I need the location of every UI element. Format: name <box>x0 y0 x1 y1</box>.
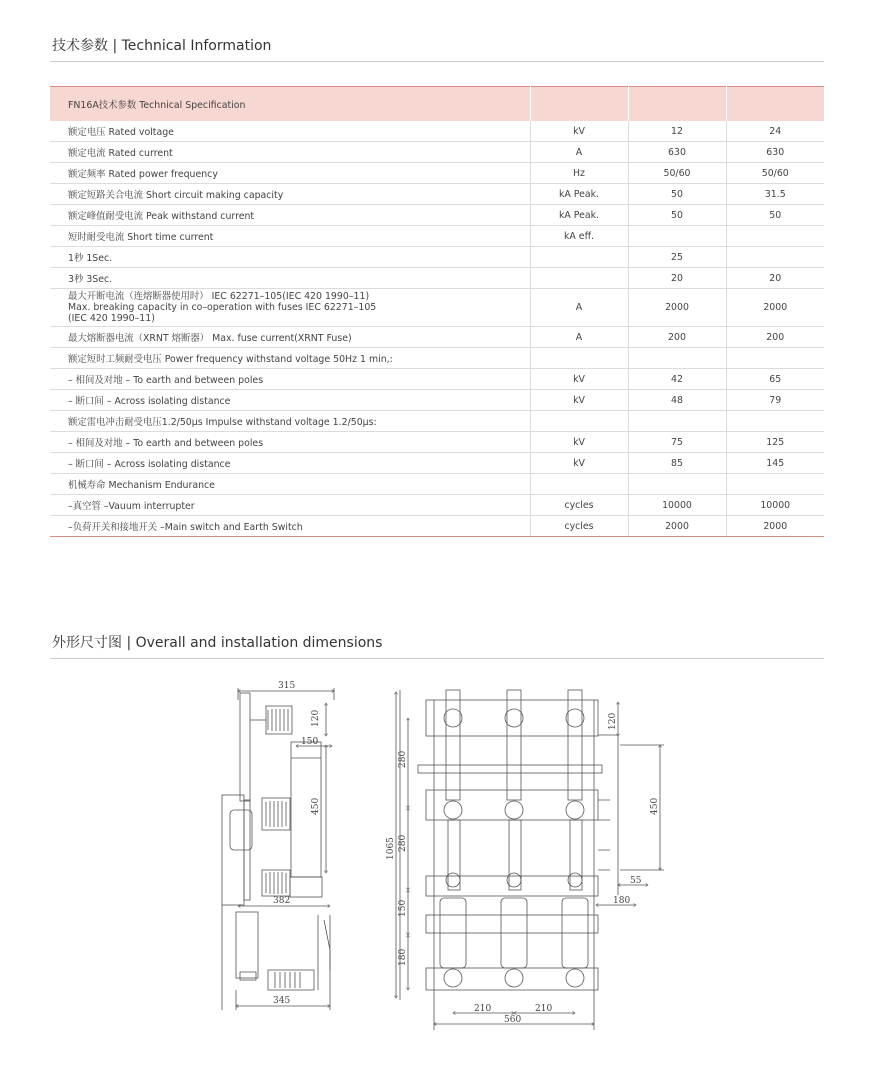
spec-value-24kv: 10000 <box>726 495 824 516</box>
front-dim-1065: 1065 <box>386 837 396 860</box>
spec-value-12kv: 48 <box>628 390 726 411</box>
spec-param-label: 额定电流 Rated current <box>50 142 530 163</box>
front-dim-180-left: 180 <box>398 948 408 966</box>
side-dim-120: 120 <box>311 709 321 727</box>
spec-unit: A <box>530 289 628 327</box>
spec-value-24kv: 24 <box>726 121 824 142</box>
front-dim-210-right: 210 <box>535 1004 553 1014</box>
spec-value-12kv: 10000 <box>628 495 726 516</box>
spec-unit: Hz <box>530 163 628 184</box>
front-dim-560: 560 <box>504 1015 522 1025</box>
spec-param-label: 机械寿命 Mechanism Endurance <box>50 474 530 495</box>
spec-unit: kV <box>530 453 628 474</box>
pole-1 <box>440 690 466 987</box>
side-dim-315: 315 <box>278 681 296 691</box>
front-dim-150: 150 <box>398 899 408 917</box>
spec-value-24kv: 65 <box>726 369 824 390</box>
spec-param-label: –真空管 –Vauum interrupter <box>50 495 530 516</box>
spec-table-header: FN16A技术参数 Technical Specification <box>50 87 530 122</box>
side-dim-382: 382 <box>273 896 291 906</box>
spec-value-12kv: 85 <box>628 453 726 474</box>
spec-param-label: 额定频率 Rated power frequency <box>50 163 530 184</box>
spec-unit: cycles <box>530 516 628 537</box>
spec-value-24kv: 20 <box>726 268 824 289</box>
spec-value-12kv: 200 <box>628 327 726 348</box>
spec-unit: kV <box>530 390 628 411</box>
spec-value-24kv: 2000 <box>726 289 824 327</box>
spec-value-24kv: 145 <box>726 453 824 474</box>
front-dim-280-upper: 280 <box>398 750 408 768</box>
pole-2 <box>501 690 527 987</box>
front-dim-450: 450 <box>650 797 660 815</box>
spec-value-24kv: 200 <box>726 327 824 348</box>
spec-value-12kv: 50 <box>628 205 726 226</box>
spec-unit: kA Peak. <box>530 205 628 226</box>
spec-param-label: –负荷开关和接地开关 –Main switch and Earth Switch <box>50 516 530 537</box>
spec-unit: kV <box>530 121 628 142</box>
spec-param-label: 额定峰值耐受电流 Peak withstand current <box>50 205 530 226</box>
pole-3 <box>562 690 588 987</box>
front-dim-120: 120 <box>608 712 618 730</box>
spec-value-12kv: 50/60 <box>628 163 726 184</box>
spec-value-12kv: 75 <box>628 432 726 453</box>
spec-param-label: – 断口间 – Across isolating distance <box>50 390 530 411</box>
spec-param-label: – 相间及对地 – To earth and between poles <box>50 432 530 453</box>
spec-value-24kv: 50/60 <box>726 163 824 184</box>
dims-section-title: 外形尺寸图 | Overall and installation dimensions <box>52 635 383 651</box>
spec-param-label: 1秒 1Sec. <box>50 247 530 268</box>
spec-value-24kv: 2000 <box>726 516 824 537</box>
spec-unit: cycles <box>530 495 628 516</box>
spec-param-label: 最大熔断器电流（XRNT 熔断器） Max. fuse current(XRNT Fuse) <box>50 327 530 348</box>
spec-param-label: 3秒 3Sec. <box>50 268 530 289</box>
spec-unit: kA eff. <box>530 226 628 247</box>
spec-value-24kv: 125 <box>726 432 824 453</box>
spec-param-label: 额定短时工频耐受电压 Power frequency withstand voltage 50Hz 1 min,: <box>50 348 530 369</box>
front-dim-280-lower: 280 <box>398 834 408 852</box>
front-dim-210-left: 210 <box>474 1004 492 1014</box>
spec-param-label: – 断口间 – Across isolating distance <box>50 453 530 474</box>
spec-value-12kv: 2000 <box>628 516 726 537</box>
spec-unit: kV <box>530 432 628 453</box>
spec-value-24kv: 79 <box>726 390 824 411</box>
spec-value-24kv: 31.5 <box>726 184 824 205</box>
spec-param-label-line: Max. breaking capacity in co–operation with fuses IEC 62271–105 <box>68 302 377 313</box>
spec-value-12kv: 25 <box>628 247 726 268</box>
spec-unit: A <box>530 142 628 163</box>
side-dim-150: 150 <box>301 737 319 747</box>
spec-param-label: 短时耐受电流 Short time current <box>50 226 530 247</box>
side-view-drawing <box>222 681 334 1010</box>
spec-value-24kv: 50 <box>726 205 824 226</box>
spec-unit: kV <box>530 369 628 390</box>
spec-param-label: 额定短路关合电流 Short circuit making capacity <box>50 184 530 205</box>
front-dim-180-right: 180 <box>613 896 631 906</box>
tech-section-title: 技术参数 | Technical Information <box>52 38 272 54</box>
spec-param-label-line: (IEC 420 1990–11) <box>68 313 155 324</box>
spec-param-label: 额定电压 Rated voltage <box>50 121 530 142</box>
front-dim-55: 55 <box>630 876 642 886</box>
spec-value-24kv: 630 <box>726 142 824 163</box>
spec-param-label: – 相间及对地 – To earth and between poles <box>50 369 530 390</box>
spec-unit: A <box>530 327 628 348</box>
spec-param-label-line: 最大开断电流（连熔断器使用时） IEC 62271–105(IEC 420 1990–11) <box>68 291 370 302</box>
spec-value-12kv: 2000 <box>628 289 726 327</box>
spec-value-12kv: 12 <box>628 121 726 142</box>
spec-param-label: 额定雷电冲击耐受电压1.2/50μs Impulse withstand voltage 1.2/50μs: <box>50 411 530 432</box>
spec-value-12kv: 630 <box>628 142 726 163</box>
spec-value-12kv: 50 <box>628 184 726 205</box>
spec-value-12kv: 20 <box>628 268 726 289</box>
front-view-drawing <box>386 690 664 1030</box>
spec-value-12kv: 42 <box>628 369 726 390</box>
side-dim-345: 345 <box>273 996 291 1006</box>
side-dim-450: 450 <box>311 797 321 815</box>
spec-unit: kA Peak. <box>530 184 628 205</box>
